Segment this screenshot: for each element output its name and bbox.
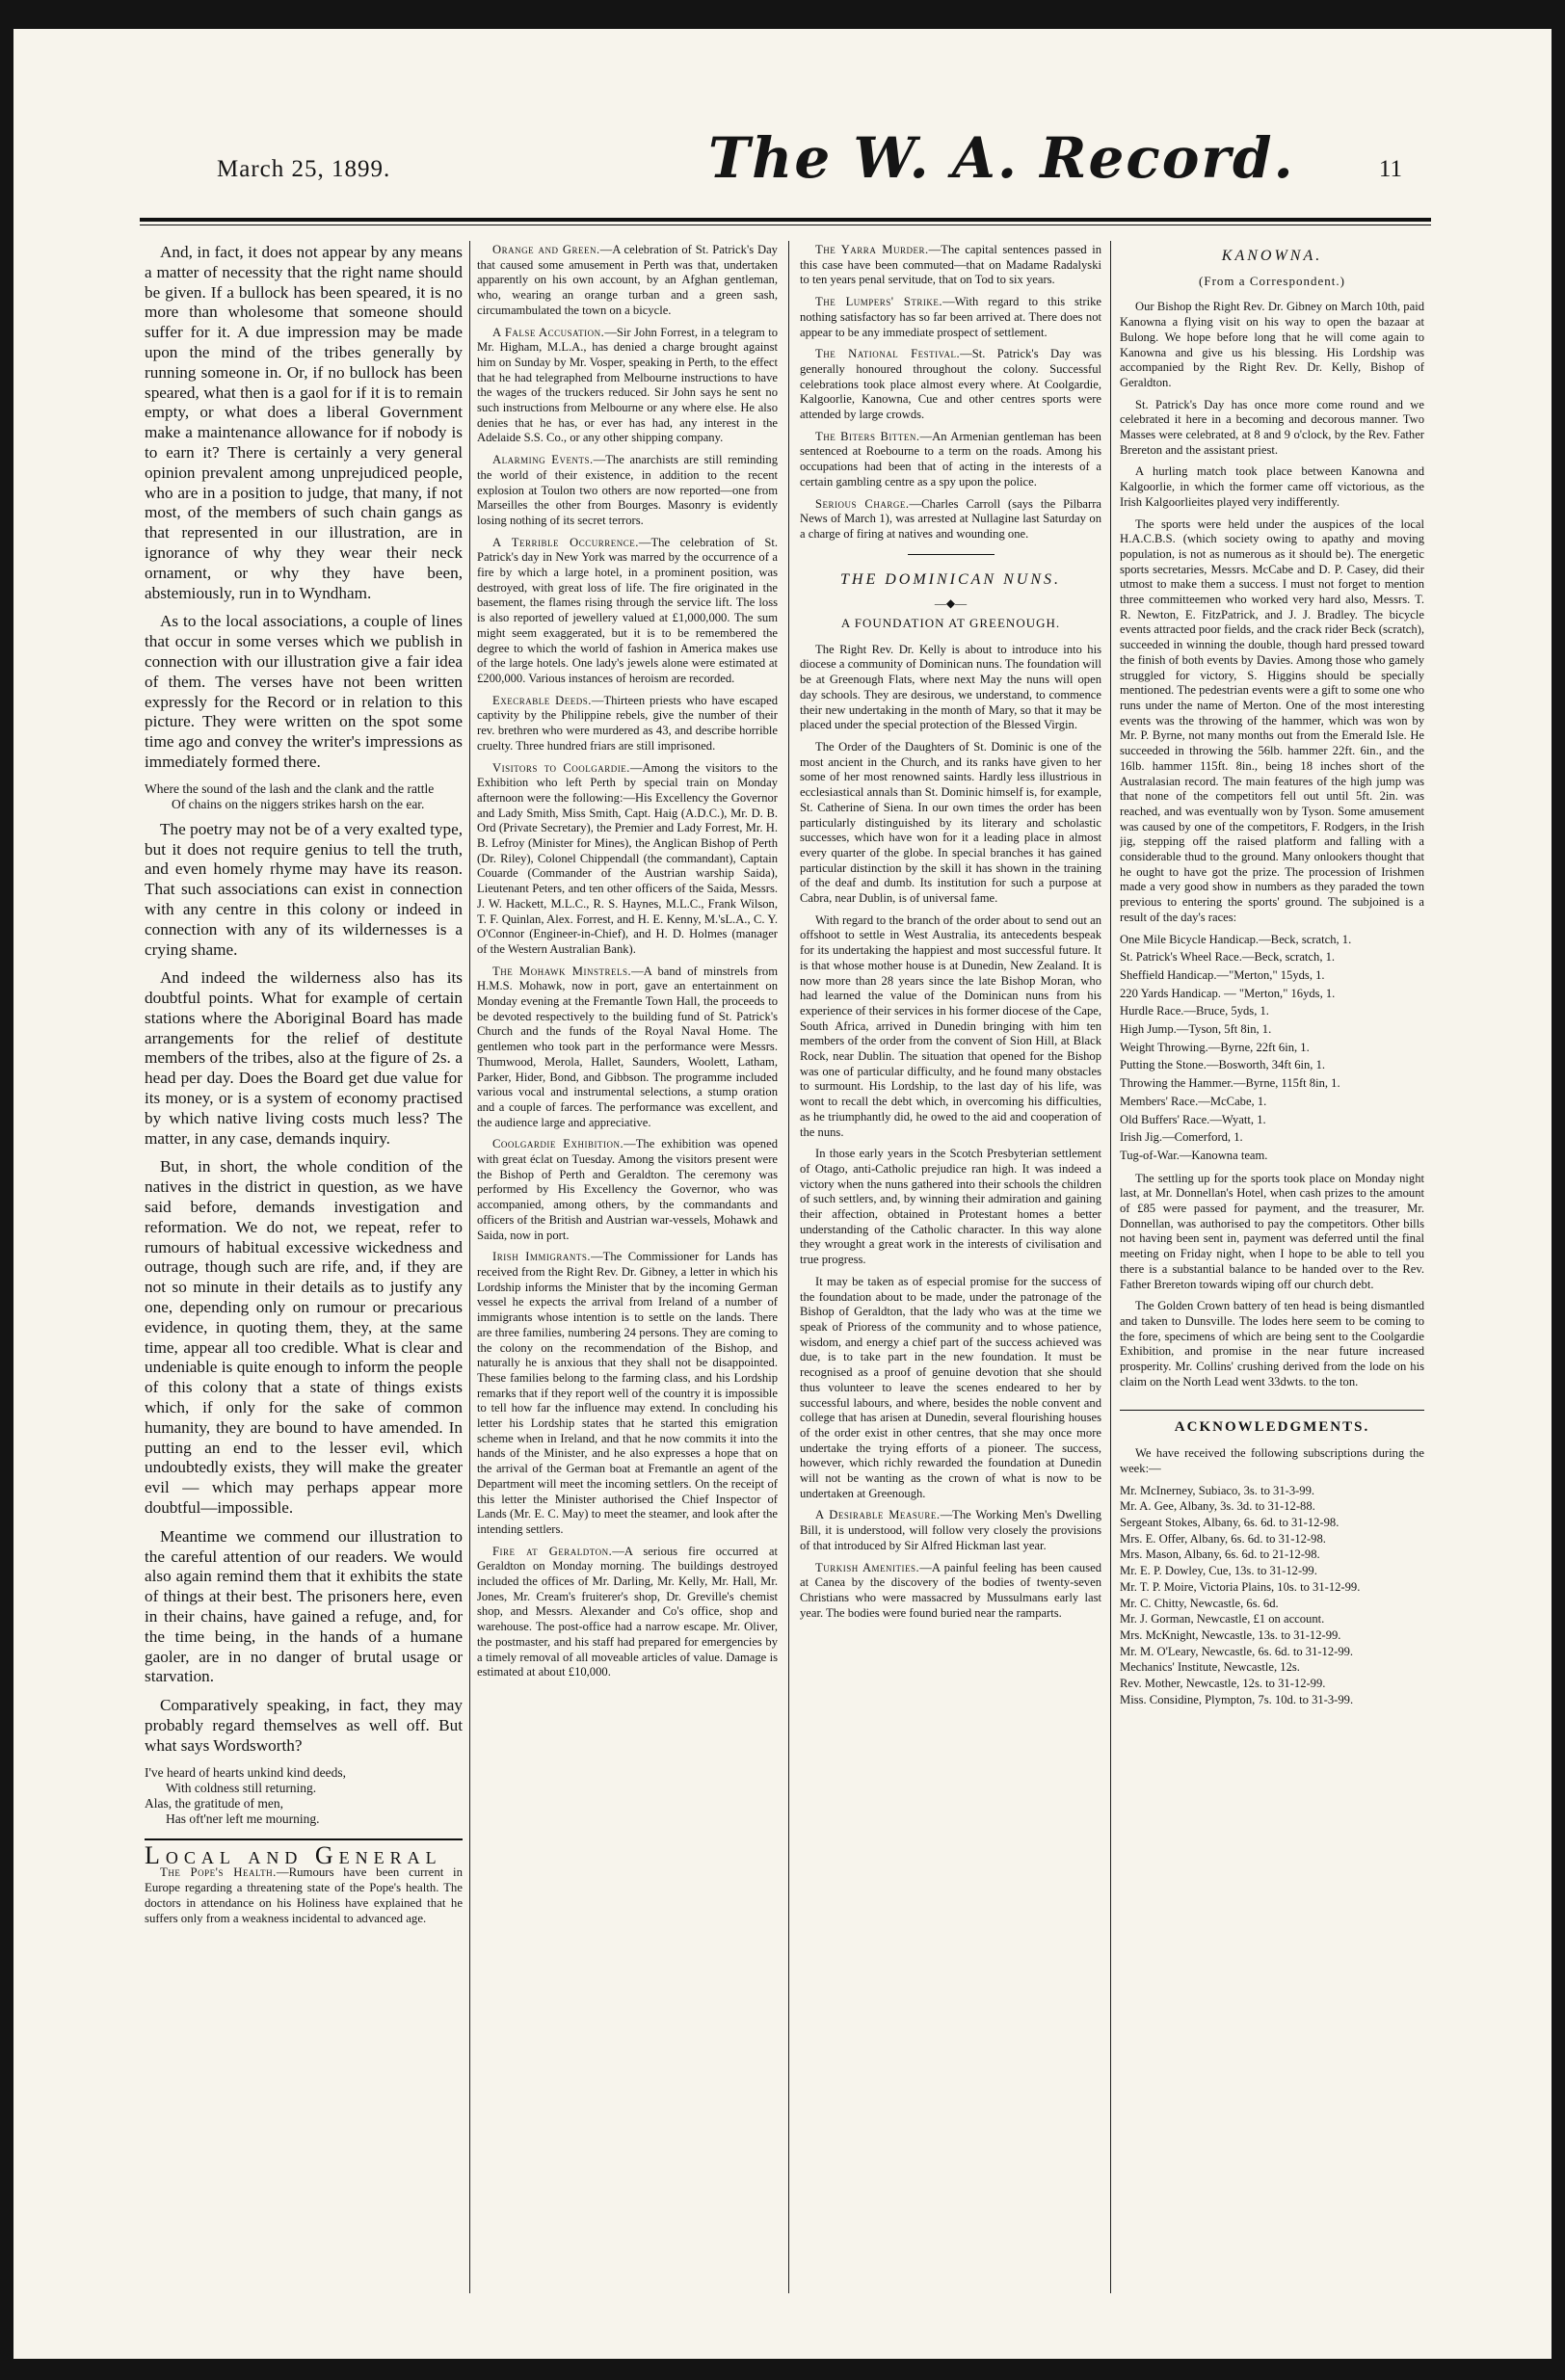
column-2 xyxy=(477,243,778,2295)
item-lead: The National Festival. xyxy=(815,347,961,361)
result-line: Sheffield Handicap.—"Merton," 15yds, 1. xyxy=(1120,967,1325,982)
item-text: —The exhibition was opened with great éclat on Tuesday. Among the visitors present were the Bishop of Perth and Geraldton. The ceremony was performed by His Excellency the Governor, who was accompanied, among others, by the commandants and officers of the British and Austrian war-vessels, Mohawk and Saida, now in port. xyxy=(477,1137,778,1242)
column-3 xyxy=(800,243,1101,2295)
item-lead: Serious Charge. xyxy=(815,496,910,511)
result-line: Putting the Stone.—Bosworth, 34ft 6in, 1. xyxy=(1120,1058,1326,1072)
subscription-entry: Mr. J. Gorman, Newcastle, £1 on account. xyxy=(1120,1612,1325,1626)
item-lead: The Pope's Health. xyxy=(160,1865,277,1880)
section-divider xyxy=(908,554,995,555)
kanowna-heading: KANOWNA. xyxy=(1221,248,1323,264)
item-text: —Rumours have been current in Europe regarding a threatening state of the Pope's health. The doctors in attendance on his Holiness have explained that he suffers only from a weakness incidental to advanced age. xyxy=(145,1865,463,1925)
news-item xyxy=(477,965,778,1131)
item-text: —With regard to this strike nothing satisfactory has so far been arrived at. There does not appear to be any immediate prospect of settlement. xyxy=(800,295,1101,339)
verse-quote xyxy=(145,781,463,812)
paragraph: The settling up for the sports took place on Monday night last, at Mr. Donnellan's Hotel, when cash prizes to the amount of £85 were passed for payment, and the treasurer, Mr. Donnellan, was authorised to pay the competitors. Other bills not having been sent in, payment was deferred until the final meeting on Friday night, when I hope to be able to tell you there is a substantial balance to be handed over to the Rev. Father Brereton towards wiping off our church debt. xyxy=(1120,1171,1424,1291)
paragraph: We have received the following subscriptions during the week:— xyxy=(1120,1446,1424,1475)
verse-line: Of chains on the niggers strikes harsh on the ear. xyxy=(172,796,425,811)
item-text: —The anarchists are still reminding the world of their existence, in addition to the recent explosion at Toulon two others are now reported—one from Marseilles the other from Bourges. Masonry is evidently losing nothing of its secret terrors. xyxy=(477,453,778,527)
subscription-entry: Mechanics' Institute, Newcastle, 12s. xyxy=(1120,1660,1300,1675)
paragraph: Our Bishop the Right Rev. Dr. Gibney on March 10th, paid Kanowna a flying visit on his way to open the bazaar at Bulong. We hope before long that he will come again to Kanowna and give us his blessing. His Lordship was accompanied by the Right Rev. Dr. Kelly, Bishop of Geraldton. xyxy=(1120,300,1424,389)
result-line: Hurdle Race.—Bruce, 5yds, 1. xyxy=(1120,1004,1269,1018)
paragraph: Comparatively speaking, in fact, they may probably regard themselves as well off. But what says Wordsworth? xyxy=(145,1696,463,1755)
newspaper-title: The W. A. Record. xyxy=(708,125,1295,191)
news-item xyxy=(800,243,1101,288)
item-lead: The Biters Bitten. xyxy=(815,429,920,443)
verse-line: Where the sound of the lash and the clank and the rattle xyxy=(145,780,435,796)
paragraph: The Order of the Daughters of St. Dominic is one of the most ancient in the Church, and its ranks have given to her some of her most renowned saints. Hardly less illustrious in ecclesiastical annals than St. Dominic himself is, for example, St. Catherine of Siena. In our own times the order has been particularly distinguished by its literary and scholastic successes, which have won for it a leading place in almost every quarter of the globe. In special branches it has gained particular distinction by the skill it has shown in the training of the deaf and dumb. Its institution for such a purpose at Cabra, near Dublin, is of universal fame. xyxy=(800,739,1101,906)
subscription-entry: Mr. McInerney, Subiaco, 3s. to 31-3-99. xyxy=(1120,1483,1315,1497)
verse-line: With coldness still returning. xyxy=(166,1780,317,1795)
section-subheading: A FOUNDATION AT GREENOUGH. xyxy=(840,616,1061,631)
issue-date: March 25, 1899. xyxy=(217,156,391,182)
column-4 xyxy=(1120,243,1424,2295)
masthead-rule xyxy=(140,218,1431,222)
subscription-entry: Mr. T. P. Moire, Victoria Plains, 10s. to 31-12-99. xyxy=(1120,1579,1361,1594)
paragraph: The Right Rev. Dr. Kelly is about to introduce into his diocese a community of Dominican nuns. The foundation will be at Greenough Flats, where next May the nuns will open day schools. They are desirous, we understand, to commence their new undertaking in the month of Mary, so that it may be placed under the special protection of the Blessed Virgin. xyxy=(800,642,1101,732)
column-1 xyxy=(145,243,463,2295)
result-line: Irish Jig.—Comerford, 1. xyxy=(1120,1130,1243,1145)
item-text: —An Armenian gentleman has been sentenced at Roebourne to a term on the roads. Among his occupations had been that of acting in the interests of a certain gambling centre as a spy upon the police. xyxy=(800,429,1101,489)
news-item xyxy=(477,694,778,754)
correspondent-note: (From a Correspondent.) xyxy=(1199,273,1345,288)
item-lead: Irish Immigrants. xyxy=(492,1250,592,1264)
news-item xyxy=(477,326,778,447)
paragraph: A hurling match took place between Kanowna and Kalgoorlie, in which the former came off victorious, as the Irish Kalgoorlieites played very indifferently. xyxy=(1120,464,1424,509)
item-lead: Coolgardie Exhibition. xyxy=(492,1137,624,1151)
verse-line: Alas, the gratitude of men, xyxy=(145,1795,283,1811)
result-line: Weight Throwing.—Byrne, 22ft 6in, 1. xyxy=(1120,1040,1310,1054)
section-heading: THE DOMINICAN NUNS. xyxy=(839,570,1061,588)
result-line: Old Buffers' Race.—Wyatt, 1. xyxy=(1120,1112,1266,1126)
news-item xyxy=(477,1250,778,1537)
subscription-entry: Mr. A. Gee, Albany, 3s. 3d. to 31-12-88. xyxy=(1120,1499,1315,1514)
item-text: —Sir John Forrest, in a telegram to Mr. Higham, M.L.A., has denied a charge brought against him on Sunday by Mr. Vosper, speaking in Perth, to the effect that he had telegraphed from Melbourne instructions to have the wages of the truckers reduced. Sir John says he sent no such instructions from Melbourne or any where else. He also denies that he has, or ever has had, any interest in the Adelaide S.S. Co., or any other shipping company. xyxy=(477,325,778,445)
paragraph: With regard to the branch of the order about to send out an offshoot to settle in West Australia, its antecedents bespeak for its undertaking the happiest and most successful future. It is that whose mother house is at Dunedin, New Zealand. It is now more than 28 years since the late Bishop Moran, who had learned the value of the Dominican nuns from his experience of their services in his former diocese of the Cape, South Africa, arrived in Dunedin bringing with him ten members of the order from the convent of Sion Hill, at Black Rock, near Dublin. The situation that opened for the Bishop was one of particular difficulty, and he found many obstacles to surmount. His Lordship, to the last day of his life, was wont to recall the debt which, in overcoming his difficulties, as he triumphantly did, he owed to the aid and cooperation of the nuns. xyxy=(800,912,1101,1139)
subscription-entry: Mr. C. Chitty, Newcastle, 6s. 6d. xyxy=(1120,1596,1279,1610)
item-lead: Alarming Events. xyxy=(492,453,594,467)
paragraph: The Golden Crown battery of ten head is being dismantled and taken to Dunsville. The lodes here seem to be coming to the fore, specimens of which are being sent to the Coolgardie Exhibition, and promise in the near future increased prosperity. Mr. Collins' crushing derived from the lode on his claim on the North Lead went 33dwts. to the ton. xyxy=(1120,1299,1424,1388)
scan-border-bottom xyxy=(0,2359,1565,2380)
subscription-entry: Mrs. E. Offer, Albany, 6s. 6d. to 31-12-98. xyxy=(1120,1531,1326,1546)
column-rule-1 xyxy=(469,241,470,2293)
item-text: —A band of minstrels from H.M.S. Mohawk, now in port, gave an entertainment on Monday evening at the Fremantle Town Hall, the proceeds to be devoted respectively to the building fund of St. Patrick's Church and the funds of the Royal Naval Home. The gentlemen who took part in the performance were Messrs. Thumwood, Merola, Hallet, Saunders, Woolett, Latham, Parker, Hider, Bond, and Gibbson. The programme included various vocal and instrumental selections, a stump oration and a couple of farces. The performance was excellent, and the audience large and appreciative. xyxy=(477,964,778,1129)
paragraph: St. Patrick's Day has once more come round and we celebrated it here in a becoming and decorous manner. Two Masses were celebrated, at 8 and 9 o'clock, by the Rev. Father Brereton and the assistant priest. xyxy=(1120,397,1424,457)
item-lead: Fire at Geraldton. xyxy=(492,1544,613,1558)
news-item xyxy=(800,295,1101,340)
result-line: Tug-of-War.—Kanowna team. xyxy=(1120,1148,1268,1162)
scan-border-left xyxy=(0,0,13,2380)
news-item xyxy=(800,497,1101,542)
acknowledgments-heading: ACKNOWLEDGMENTS. xyxy=(1120,1410,1424,1436)
paragraph: And indeed the wilderness also has its doubtful points. What for example of certain stations where the Aboriginal Board has made arrangements for the relief of destitute members of the tribes, also at the figure of 2s. a head per day. Does the Board get due value for its money, or is a system of economy practised by which native living costs much less? The matter, in any case, demands inquiry. xyxy=(145,968,463,1148)
verse-line: Has oft'ner left me mourning. xyxy=(166,1811,320,1826)
item-text: —The Working Men's Dwelling Bill, it is understood, will follow very closely the provisions of that introduced by Sir Alfred Hickman last year. xyxy=(800,1508,1101,1552)
paragraph: In those early years in the Scotch Presbyterian settlement of Otago, anti-Catholic prejudice ran high. It was indeed a victory when the nuns gathered into their schools the children of such settlers, and, by winning their admiration and gaining their affection, obtained in Protestant homes a better understanding of the Catholic character. In this way alone they wrought a great work in the interests of civilisation and true progress. xyxy=(800,1147,1101,1267)
item-text: —Charles Carroll (says the Pilbarra News of March 1), was arrested at Nullagine last Saturday on a charge of firing at natives and wounding one. xyxy=(800,496,1101,541)
paragraph: The sports were held under the auspices of the local H.A.C.B.S. (which society owing to apathy and moving population, is not as numerous as it should be). The energetic sports secretaries, Messrs. McCabe and D. P. Casey, did their utmost to make them a success. I must not forget to mention three committeemen who worked very hard also, Messrs. T. R. Newton, E. FitzPatrick, and J. J. Bradley. The bicycle events attracted poor fields, and the crack rider Beck (scratch), succeeded in winning the double, though hard pressed toward the finish of both events by Davies. Among those who gamely struggled for victory, S. Higgins should be specially mentioned. The pedestrian events were a gift to some one who runs under the name of Merton. One of the most interesting events was the throwing of the hammer, which was won by Mr. P. Byrne, not many months out from the Emerald Isle. He succeeded in throwing the 56lb. hammer 22ft. 6in., and the 16lb. hammer 115ft. 8in., being 18 inches short of the Australasian record. The main features of the high jump was that none of the competitors fell out until 5ft. 2in. was reached, and was eventually won by Tyson. Some amusement was caused by one of the competitors, F. Rodgers, in the Irish jig, stepping off the raised platform and falling with a considerable thud to the ground. Many onlookers thought that he ought to have got the prize. The procession of Irishmen made a very good show in numbers as they paraded the town previous to entering the sports' ground. The subjoined is a result of the day's races: xyxy=(1120,516,1424,924)
result-line: Throwing the Hammer.—Byrne, 115ft 8in, 1. xyxy=(1120,1076,1340,1091)
result-line: 220 Yards Handicap. — "Merton," 16yds, 1. xyxy=(1120,986,1336,1000)
item-lead: A Terrible Occurrence. xyxy=(492,535,639,549)
paragraph: And, in fact, it does not appear by any means a matter of necessity that the right name should be given. If a bullock has been speared, it is no more than wholesome that someone should suffer for it. A due impression may be made upon the mind of the tribes generally by running someone in. Or, if no bullock has been speared, what then is a gaol for if it is to remain empty, or what does a liberal Government make a maintenance allowance for if nobody is to earn it? There is certainly a very general opinion prevalent among unprejudiced people, who are in a position to judge, that many, if not most, of the members of such chain gangs as that represented in our illustration, are in ignorance of why they wear their neck ornament, or why they have been, abstemiously, run in to Wyndham. xyxy=(145,243,463,602)
item-lead: Orange and Green. xyxy=(492,243,600,256)
item-text: —Thirteen priests who have escaped captivity by the Philippine rebels, give the number of their rev. brethren who were murdered as 43, and describe horrible cruelty. Three hundred friars are still imprisoned. xyxy=(477,693,778,753)
item-lead: The Yarra Murder. xyxy=(815,243,929,256)
subscription-entry: Miss. Considine, Plympton, 7s. 10d. to 31-3-99. xyxy=(1120,1692,1354,1706)
column-rule-2 xyxy=(788,241,789,2293)
ornament-icon: —◆— xyxy=(934,596,968,611)
item-lead: The Lumpers' Strike. xyxy=(815,295,943,309)
news-item xyxy=(477,761,778,958)
subscription-entry: Rev. Mother, Newcastle, 12s. to 31-12-99. xyxy=(1120,1677,1326,1691)
news-item xyxy=(145,1865,463,1926)
column-rule-3 xyxy=(1110,241,1111,2293)
local-and-general-heading: Local and General xyxy=(145,1838,463,1866)
item-text: —St. Patrick's Day was generally honoured throughout the colony. Successful celebrations took place almost every where. At Coolgardie, Kalgoorlie, Kanowna, Cue and other centres sports were attended by large crowds. xyxy=(800,347,1101,422)
masthead xyxy=(217,125,1431,202)
news-item xyxy=(800,1561,1101,1622)
paragraph: As to the local associations, a couple of lines that occur in some verses which we publish in connection with our illustration give a fair idea of them. The verses have not been written expressly for the Record or in relation to this picture. They were written on the spot some time ago and convey the writer's impressions as immediately formed there. xyxy=(145,612,463,771)
race-results xyxy=(1120,933,1424,1164)
item-lead: A Desirable Measure. xyxy=(815,1508,941,1522)
subscription-entry: Mrs. McKnight, Newcastle, 13s. to 31-12-99. xyxy=(1120,1627,1341,1642)
subscription-entry: Mr. E. P. Dowley, Cue, 13s. to 31-12-99. xyxy=(1120,1564,1317,1578)
item-lead: The Mohawk Minstrels. xyxy=(492,964,632,978)
page-number: 11 xyxy=(1378,156,1402,182)
news-item xyxy=(477,1545,778,1680)
news-item xyxy=(477,243,778,319)
item-text: —Among the visitors to the Exhibition who left Perth by special train on Monday afternoon were the following:—His Excellency the Governor and Lady Smith, Miss Smith, Capt. Haig (A.D.C.), Mr. D. B. Ord (Private Secretary), the Premier and Lady Forrest, Mr. H. B. Lefroy (Minister for Mines), the Anglican Bishop of Perth (Dr. Riley), Colonel Chippendall (the commandant), Captain Couarde (Commander of the Austrian warship Saida), Lieutenant Peters, and ten other officers of the Saida, Messrs. J. W. Hackett, M.L.C., R. S. Haynes, M.L.C., Frank Wilson, T. F. Quinlan, Alex. Forrest, and H. E. Kenny, M.'sL.A., C. Y. O'Connor (Engineer-in-Chief), and H. D. Holmes (manager of the Western Australian Bank). xyxy=(477,760,778,956)
item-text: —The Commissioner for Lands has received from the Right Rev. Dr. Gibney, a letter in which his Lordship informs the Minister that by the incoming German vessel he expects the arrival from Ireland of a number of immigrants whose intention is to settle on the lands. There are three families, numbering 24 persons. They are coming to the colony on the recommendation of the Bishop, and naturally he is anxious that they shall not be disappointed. These families belong to the farming class, and his Lordship remarks that if they report well of the country it is impossible to tell how far the influence may extend. In concluding his letter his Lordship states that he started this emigration scheme when in Ireland, and that he now commits it into the hands of the Minister, and he also expresses a hope that on the arrival of the German boat at Fremantle an agent of the Department will meet the incoming settlers. On the receipt of this letter the Minister authorised the Chief Inspector of Lands (Mr. E. C. May) to meet the steamer, and look after the intending settlers. xyxy=(477,1250,778,1536)
news-item xyxy=(477,1137,778,1243)
verse-quote xyxy=(145,1765,463,1827)
result-line: One Mile Bicycle Handicap.—Beck, scratch, 1. xyxy=(1120,932,1352,946)
scan-border-top xyxy=(0,0,1565,29)
news-item xyxy=(477,453,778,529)
subscription-entry: Sergeant Stokes, Albany, 6s. 6d. to 31-12-98. xyxy=(1120,1516,1340,1530)
subscription-entry: Mrs. Mason, Albany, 6s. 6d. to 21-12-98. xyxy=(1120,1547,1320,1562)
result-line: St. Patrick's Wheel Race.—Beck, scratch, 1. xyxy=(1120,950,1336,965)
news-item xyxy=(477,536,778,687)
paragraph: It may be taken as of especial promise for the success of the foundation about to be made, under the patronage of the Bishop of Geraldton, that the lady who was at the time we speak of Prioress of the community and to whose patience, wisdom, and energy a chief part of the success achieved was due, is to take part in the new foundation. It must be recognised as a proof of genuine devotion that she should thus volunteer to leave the scenes endeared to her by successful labours, and where, besides the noble convent and college that has arisen at Dunedin, several flourishing houses of the order exist in other centres, that she may once more undertake the trying efforts of a pioneer. The success, however, which richly rewarded the foundation at Dunedin will not be wanting as the crown of what is now to be undertaken at Greenough. xyxy=(800,1274,1101,1500)
paragraph: The poetry may not be of a very exalted type, but it does not require genius to tell the truth, and even homely rhyme may have its reason. That such associations can exist in connection with any centre in this colony or indeed in connection with any of its wildernesses is a crying shame. xyxy=(145,819,463,959)
item-text: —A serious fire occurred at Geraldton on Monday morning. The buildings destroyed included the offices of Mr. Darling, Mr. Kelly, Mr. Hall, Mr. Jones, Mr. Cream's fruiterer's shop, Dr. Greville's chemist shop, and Messrs. Alexander and Co's office, shop and warehouse. The post-office had a narrow escape. Mr. Oliver, the postmaster, and his staff had prepared for emergencies by a timely removal of all moveable articles of value. Damage is estimated at about £10,000. xyxy=(477,1544,778,1679)
news-item xyxy=(800,430,1101,490)
scan-border-right xyxy=(1552,0,1565,2380)
item-lead: Visitors to Coolgardie. xyxy=(492,760,630,775)
verse-line: I've heard of hearts unkind kind deeds, xyxy=(145,1764,346,1780)
item-lead: Execrable Deeds. xyxy=(492,693,592,707)
item-lead: A False Accusation. xyxy=(492,325,605,339)
subscription-list xyxy=(1120,1484,1424,1708)
paragraph: But, in short, the whole condition of the natives in the district in question, as we have said before, demands investigation and reformation. We do not, we repeat, refer to rumours of habitual excessive wickedness and outrage, though such are rife, and, if they are not so minute in their details as to justify any one, depending only on rumour or precarious evidence, in quoting them, they, at the same time, appear all too credible. What is clear and undeniable is quite enough to inform the people of this colony that a state of things exists which, if only for the sake of common humanity, they are bound to have amended. In putting an end to the lesser evil, which undoubtedly exists, they will make the greater evil — which may perhaps appear more doubtful—impossible. xyxy=(145,1157,463,1518)
item-text: —The celebration of St. Patrick's day in New York was marred by the occurrence of a fire by which a large hotel, in a prominent position, was destroyed, with great loss of life. The fire originated in the basement, the flames rising through the service lift. The loss is also reported of jewellery valued at £1,000,000. The sum might seem exaggerated, but it is to be remembered the degree to which the world of fashion in America makes use of the large hotels. One lady's jewels alone were estimated at £200,000. Various instances of heroism are recorded. xyxy=(477,535,778,685)
subscription-entry: Mr. M. O'Leary, Newcastle, 6s. 6d. to 31-12-99. xyxy=(1120,1644,1354,1658)
paragraph: Meantime we commend our illustration to the careful attention of our readers. We would also again remind them that it exhibits the state of things at their best. The prisoners here, even in their chains, have gained a refuge, and, for the time being, in the hands of a humane gaoler, are in no danger of brutal usage or starvation. xyxy=(145,1526,463,1686)
news-item xyxy=(800,347,1101,423)
item-text: —The capital sentences passed in this case have been commuted—that on Madame Radalyski to ten years penal servitude, that on Tod to six years. xyxy=(800,243,1101,287)
item-text: —A celebration of St. Patrick's Day that caused some amusement in Perth was that, undertaken apparently on his own account, by an Afghan gentleman, who, wearing an orange turban and a green sash, circumambulated the town on a bicycle. xyxy=(477,243,778,317)
item-lead: Turkish Amenities. xyxy=(815,1560,920,1574)
result-line: High Jump.—Tyson, 5ft 8in, 1. xyxy=(1120,1022,1272,1037)
item-text: —A painful feeling has been caused at Canea by the discovery of the bodies of twenty-seven Christians who were massacred by Mussulmans early last year. The bodies were found buried near the ramparts. xyxy=(800,1560,1101,1620)
result-line: Members' Race.—McCabe, 1. xyxy=(1120,1094,1267,1108)
news-item xyxy=(800,1508,1101,1553)
